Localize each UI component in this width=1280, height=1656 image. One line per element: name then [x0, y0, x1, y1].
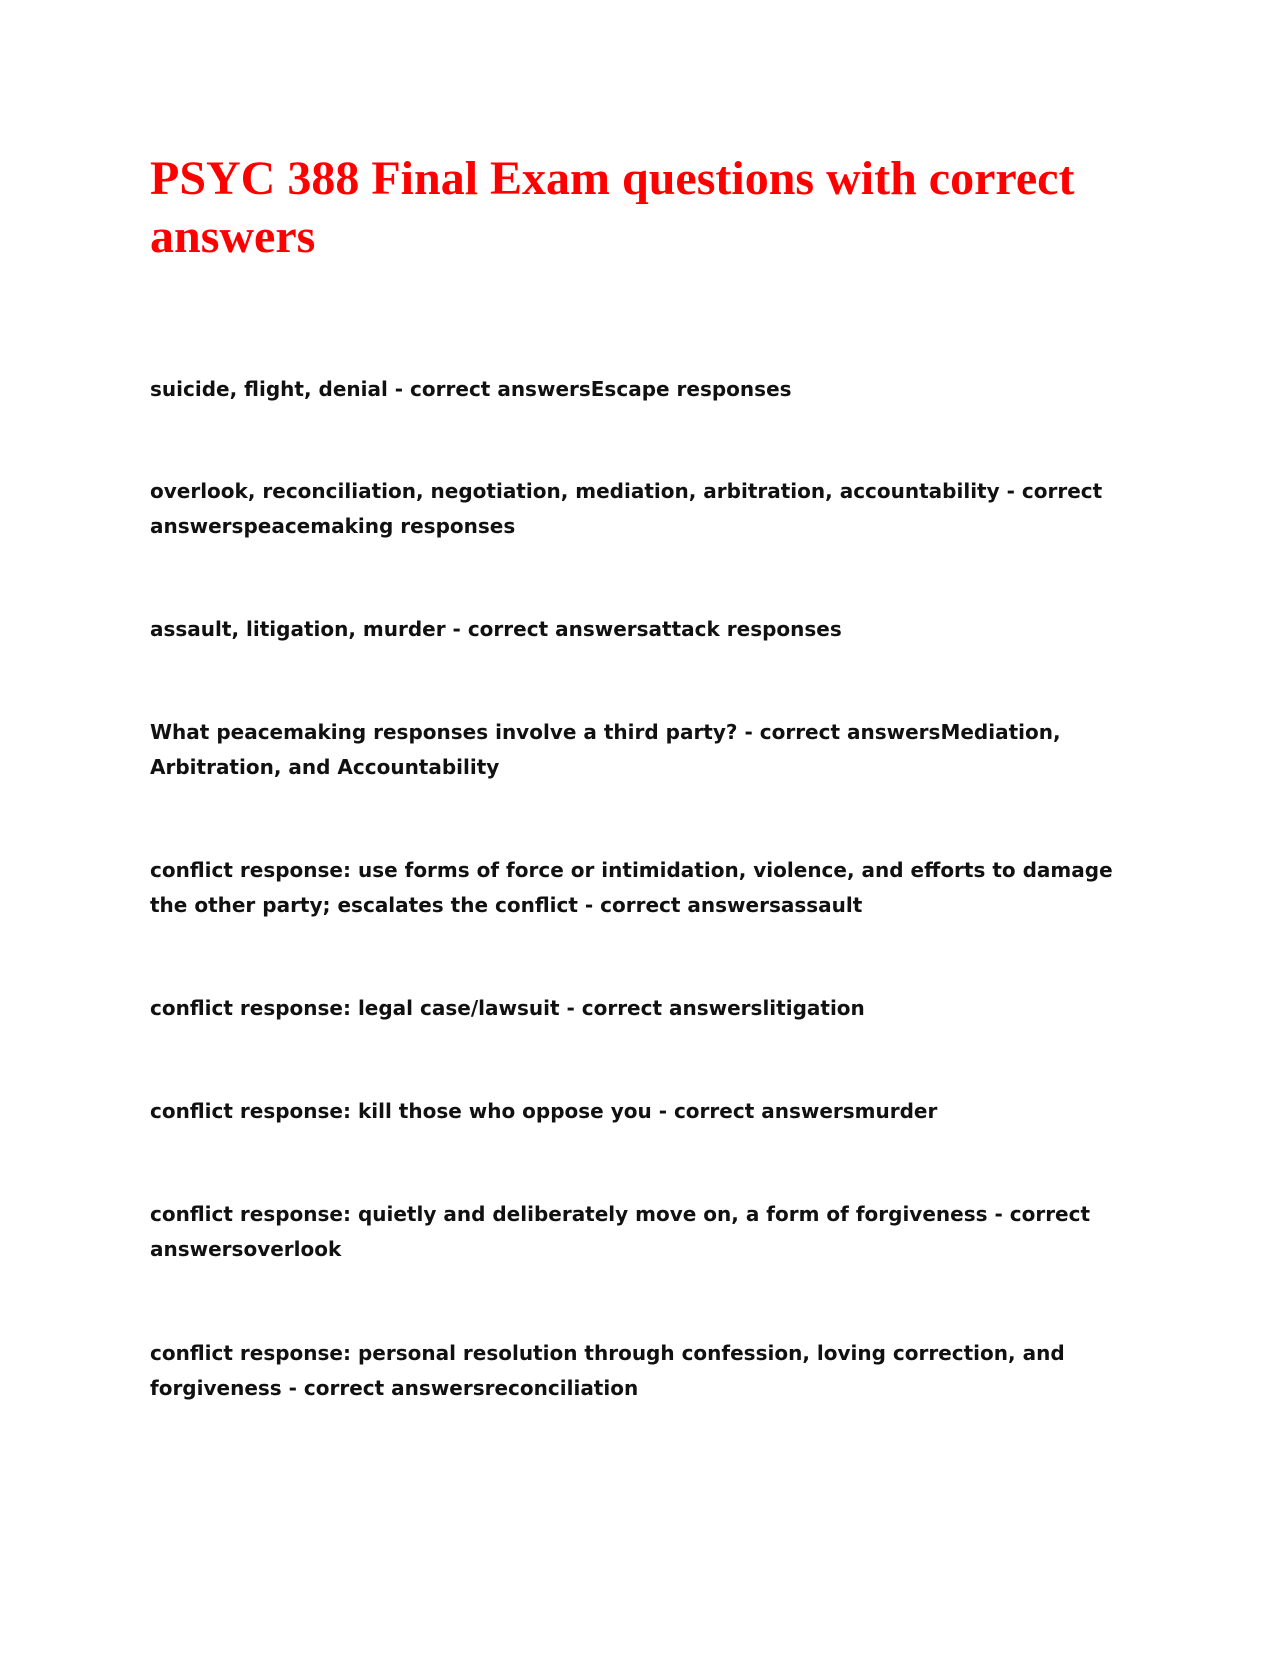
qa-item-1: suicide, flight, denial - correct answersEscape responses [150, 377, 792, 401]
qa-item-7: conflict response: kill those who oppose you - correct answersmurder [150, 1099, 938, 1123]
qa-item-4: What peacemaking responses involve a third party? - correct answersMediation, Arbitration, and Accountability [150, 720, 1061, 779]
document-title: PSYC 388 Final Exam questions with correct answers [150, 152, 1075, 263]
qa-item-2: overlook, reconciliation, negotiation, mediation, arbitration, accountability - correct answerspeacemaking responses [150, 479, 1103, 538]
qa-item-6: conflict response: legal case/lawsuit - correct answerslitigation [150, 996, 865, 1020]
qa-item-8: conflict response: quietly and deliberately move on, a form of forgiveness - correct answersoverlook [150, 1202, 1091, 1261]
qa-item-5: conflict response: use forms of force or intimidation, violence, and efforts to damage the other party; escalates the conflict - correct answersassault [150, 858, 1113, 917]
qa-item-3: assault, litigation, murder - correct answersattack responses [150, 617, 842, 641]
qa-item-9: conflict response: personal resolution through confession, loving correction, and forgiveness - correct answersreconciliation [150, 1341, 1065, 1400]
